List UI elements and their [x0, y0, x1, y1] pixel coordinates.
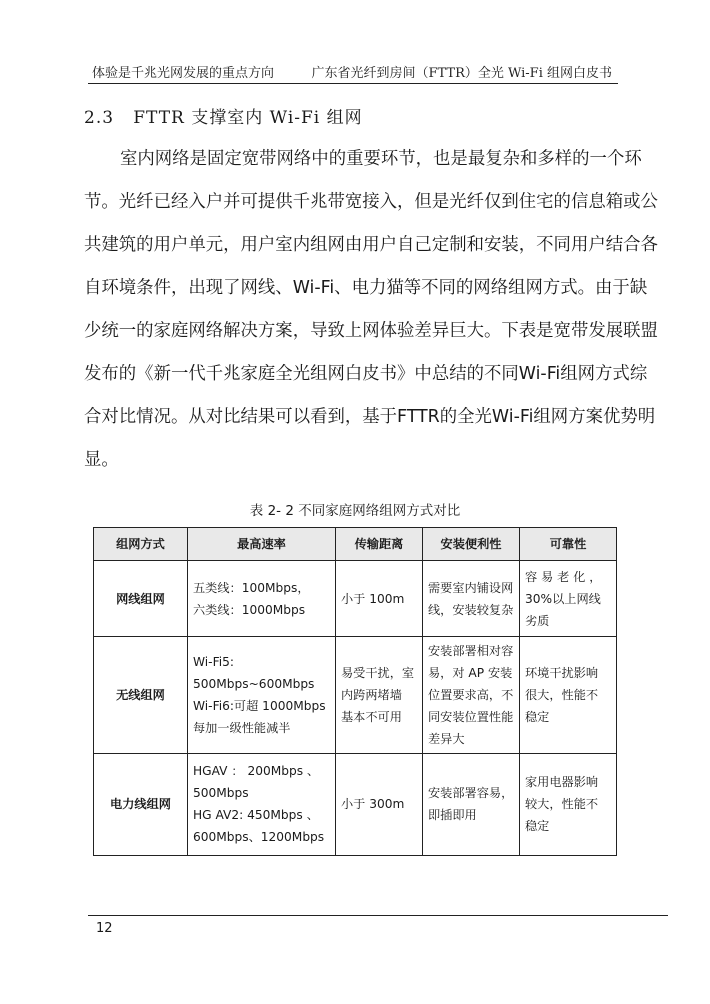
speed-cell — [188, 637, 336, 753]
cell-line: 即插即用 — [428, 808, 477, 823]
body-line: 室内网络是固定宽带网络中的重要环节，也是最复杂和多样的一个环 — [120, 149, 642, 169]
reliability-cell — [520, 561, 617, 637]
cell-line: 家用电器影响 — [525, 775, 599, 790]
cell-line: 稳定 — [525, 819, 550, 834]
column-header: 可靠性 — [520, 528, 617, 561]
page-number: 12 — [96, 921, 113, 936]
table-header-row — [94, 528, 617, 561]
column-header: 组网方式 — [94, 528, 188, 561]
cell-line: 同安装位置性能 — [428, 709, 514, 724]
cell-line: Wi-Fi5: — [193, 654, 234, 669]
cell-line: 较大，性能不 — [525, 797, 599, 812]
reliability-cell — [520, 753, 617, 855]
reliability-cell — [520, 637, 617, 753]
cell-line: 30%以上网线 — [525, 591, 601, 606]
body-line: 节。光纤已经入户并可提供千兆带宽接入，但是光纤仅到住宅的信息箱或公 — [84, 192, 658, 212]
method-name-cell: 电力线组网 — [94, 753, 188, 855]
cell-line: HG AV2: 450Mbps 、 — [193, 808, 319, 823]
cell-line: 500Mbps~600Mbps — [193, 676, 315, 691]
body-line: 显。 — [84, 450, 119, 470]
table-caption: 表 2- 2 不同家庭网络组网方式对比 — [249, 503, 461, 519]
table-row — [94, 753, 617, 855]
body-line: 合对比情况。从对比结果可以看到，基于FTTR的全光Wi-Fi组网方案优势明 — [84, 407, 656, 427]
cell-line: Wi-Fi6:可超 1000Mbps — [193, 698, 326, 713]
cell-line: 基本不可用 — [341, 709, 402, 724]
cell-line: 差异大 — [428, 731, 465, 746]
cell-line: 稳定 — [525, 709, 550, 724]
cell-line: 劣质 — [525, 613, 550, 628]
cell-line: 位置要求高，不 — [428, 687, 514, 702]
section-number: 2.3 — [84, 108, 115, 128]
cell-line: 安装部署相对容 — [428, 643, 514, 658]
footer-divider — [88, 915, 668, 916]
cell-line: HGAV ： 200Mbps 、 — [193, 764, 320, 779]
cell-line: 环境干扰影响 — [525, 665, 599, 680]
install-cell — [423, 637, 520, 753]
speed-cell — [188, 561, 336, 637]
cell-line: 小于 100m — [341, 591, 405, 606]
cell-line: 需要室内铺设网 — [428, 580, 514, 595]
header-right-title: 广东省光纤到房间（FTTR）全光 Wi-Fi 组网白皮书 — [311, 66, 612, 81]
cell-line: 易，对 AP 安装 — [428, 665, 513, 680]
table-row — [94, 637, 617, 753]
column-header: 安装便利性 — [423, 528, 520, 561]
column-header: 最高速率 — [188, 528, 336, 561]
cell-line: 易受干扰，室 — [341, 665, 415, 680]
method-name-cell: 无线组网 — [94, 637, 188, 753]
body-line: 发布的《新一代千兆家庭全光组网白皮书》中总结的不同Wi-Fi组网方式综 — [84, 364, 648, 384]
distance-cell — [336, 561, 423, 637]
header-left-title: 体验是千兆光网发展的重点方向 — [92, 66, 275, 81]
cell-line: 线，安装较复杂 — [428, 602, 514, 617]
section-heading — [84, 103, 363, 128]
cell-line: 六类线：1000Mbps — [193, 602, 306, 617]
column-header: 传输距离 — [336, 528, 423, 561]
distance-cell — [336, 637, 423, 753]
cell-line: 每加一级性能减半 — [193, 720, 291, 735]
cell-line: 很大，性能不 — [525, 687, 599, 702]
install-cell — [423, 561, 520, 637]
table-row — [94, 561, 617, 637]
cell-line: 500Mbps — [193, 786, 249, 801]
comparison-table — [93, 527, 617, 856]
speed-cell — [188, 753, 336, 855]
body-line: 共建筑的用户单元，用户室内组网由用户自己定制和安装，不同用户结合各 — [84, 235, 658, 255]
method-name-cell: 网线组网 — [94, 561, 188, 637]
cell-line: 内跨两堵墙 — [341, 687, 402, 702]
cell-line: 600Mbps、1200Mbps — [193, 830, 325, 845]
section-title: FTTR 支撑室内 Wi-Fi 组网 — [133, 108, 363, 128]
install-cell — [423, 753, 520, 855]
header-divider — [88, 83, 618, 84]
cell-line: 安装部署容易， — [428, 786, 514, 801]
cell-line: 容 易 老 化 ， — [525, 569, 602, 584]
cell-line: 五类线：100Mbps， — [193, 580, 310, 595]
cell-line: 小于 300m — [341, 797, 405, 812]
distance-cell — [336, 753, 423, 855]
body-line: 少统一的家庭网络解决方案，导致上网体验差异巨大。下表是宽带发展联盟 — [84, 321, 658, 341]
body-line: 自环境条件，出现了网线、Wi-Fi、电力猫等不同的网络组网方式。由于缺 — [84, 278, 648, 298]
